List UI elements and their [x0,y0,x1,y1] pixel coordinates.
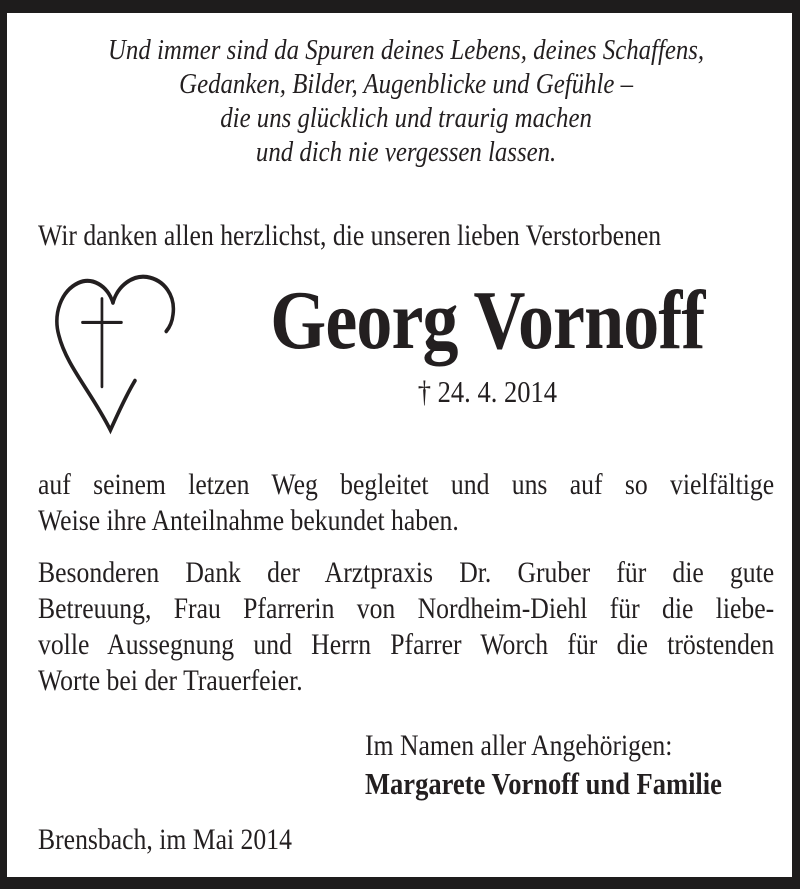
paragraph2-line-2: Betreuung, Frau Pfarrerin von Nordheim-Diehl für die liebe- [38,592,775,625]
deceased-name: Georg Vornoff [270,274,705,367]
family-signature: Margarete Vornoff und Familie [364,766,722,801]
deceased-header [38,273,774,441]
thanks-paragraph-2 [38,555,774,699]
paragraph1-line-2: Weise ihre Anteilnahme bekundet haben. [38,504,459,537]
in-name-of-line: Im Namen aller Angehörigen: [364,729,673,762]
heart-cross-icon [38,273,201,446]
quote-line-3: die uns glücklich und traurig machen [220,102,592,134]
thanks-intro-line: Wir danken allen herzlichst, die unseren lieben Verstorbenen [38,219,662,252]
place-and-date: Brensbach, im Mai 2014 [38,823,292,856]
paragraph2-line-3: volle Aussegnung und Herrn Pfarrer Worch für die tröstenden [38,628,775,661]
quote-line-2: Gedanken, Bilder, Augenblicke und Gefühle – [179,68,633,100]
paragraph2-line-4: Worte bei der Trauerfeier. [38,664,303,697]
paragraph1-line-1: auf seinem letzen Weg begleitet und uns auf so vielfältige [38,468,775,501]
thanks-paragraph-1 [38,467,774,539]
quote-line-1: Und immer sind da Spuren deines Lebens, deines Schaffens, [107,34,705,66]
quote-line-4: und dich nie vergessen lassen. [255,136,557,168]
closing-block [365,727,774,803]
death-date: † 24. 4. 2014 [417,374,558,409]
paragraph2-line-1: Besonderen Dank der Arztpraxis Dr. Gruber für die gute [38,556,775,589]
memorial-quote [38,33,774,169]
